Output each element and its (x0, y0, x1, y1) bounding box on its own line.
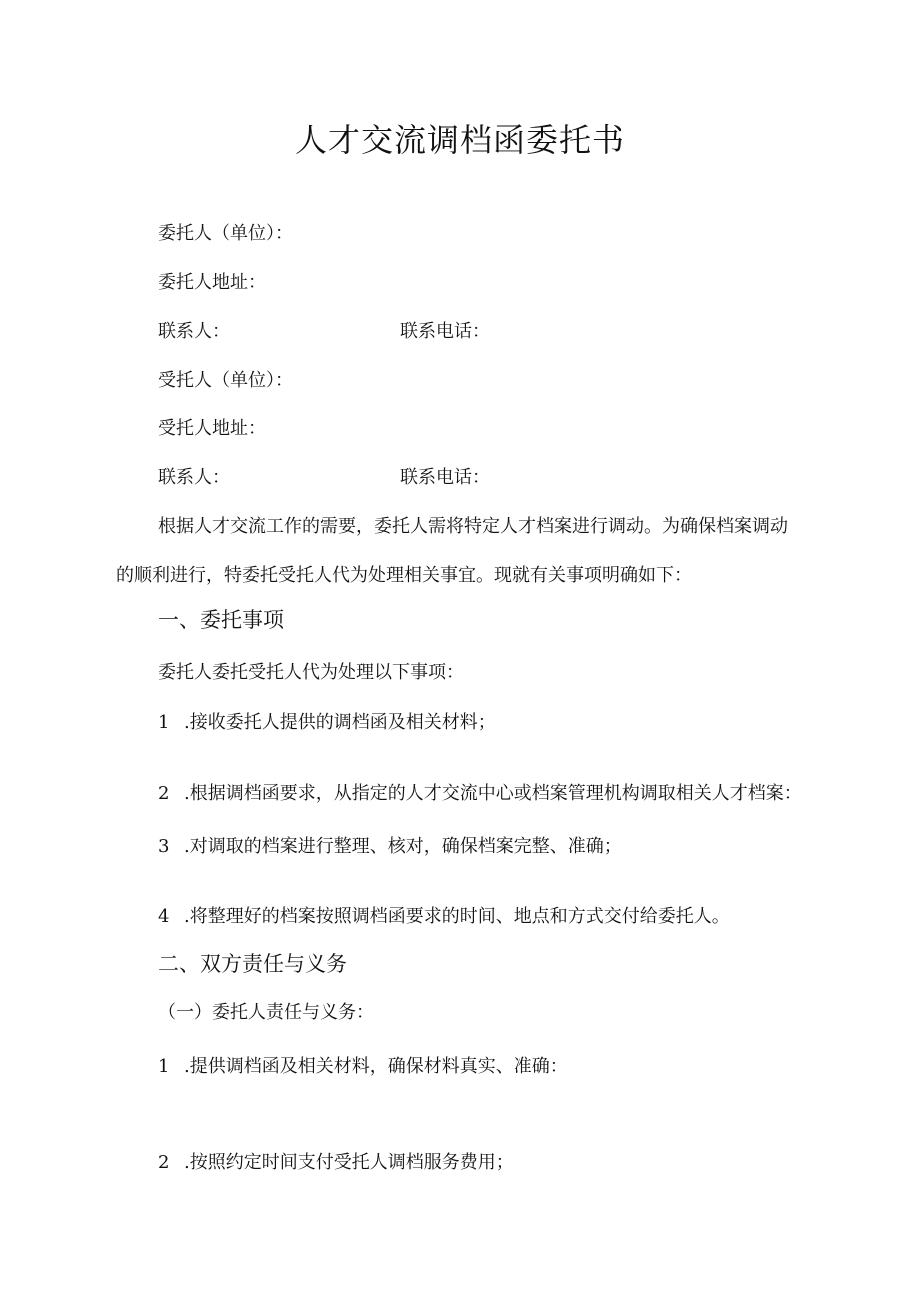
section-1-item (158, 710, 496, 736)
item-number: 1 (158, 712, 170, 733)
agent-phone-label: 联系电话： (400, 467, 490, 488)
intro-paragraph-line-1: 根据人才交流工作的需要，委托人需将特定人才档案进行调动。为确保档案调动 (158, 516, 788, 537)
section-1-lead: 委托人委托受托人代为处理以下事项： (158, 662, 464, 683)
item-number: 1 (158, 1056, 170, 1077)
item-number: 3 (158, 836, 170, 857)
item-text: .根据调档函要求，从指定的人才交流中心或档案管理机构调取相关人才档案： (184, 783, 802, 804)
section-2-item (158, 1054, 568, 1080)
section-2-subheading: （一）委托人责任与义务： (158, 1002, 374, 1023)
section-1-item (158, 834, 622, 860)
document-title: 人才交流调档函委托书 (294, 121, 625, 159)
item-text: .接收委托人提供的调档函及相关材料； (184, 712, 496, 733)
intro-paragraph-line-2: 的顺利进行，特委托受托人代为处理相关事宜。现就有关事项明确如下： (116, 565, 692, 586)
item-text: .提供调档函及相关材料，确保材料真实、准确： (184, 1056, 568, 1077)
agent-unit-label: 受托人（单位）： (158, 370, 293, 391)
principal-address-label: 委托人地址： (158, 272, 266, 293)
item-number: 2 (158, 783, 170, 804)
agent-address-label: 受托人地址： (158, 418, 266, 439)
principal-contact-label: 联系人： (158, 321, 230, 342)
item-number: 2 (158, 1152, 170, 1173)
section-1-heading: 一、委托事项 (158, 608, 284, 632)
section-2-item (158, 1150, 514, 1176)
item-number: 4 (158, 906, 170, 927)
item-text: .将整理好的档案按照调档函要求的时间、地点和方式交付给委托人。 (184, 906, 730, 927)
section-2-heading: 二、双方责任与义务 (158, 952, 347, 976)
principal-unit-label: 委托人（单位）： (158, 223, 293, 244)
agent-contact-label: 联系人： (158, 467, 230, 488)
principal-phone-label: 联系电话： (400, 321, 490, 342)
item-text: .对调取的档案进行整理、核对，确保档案完整、准确； (184, 836, 622, 857)
section-1-item (158, 781, 802, 807)
item-text: .按照约定时间支付受托人调档服务费用； (184, 1152, 514, 1173)
section-1-item (158, 904, 730, 930)
